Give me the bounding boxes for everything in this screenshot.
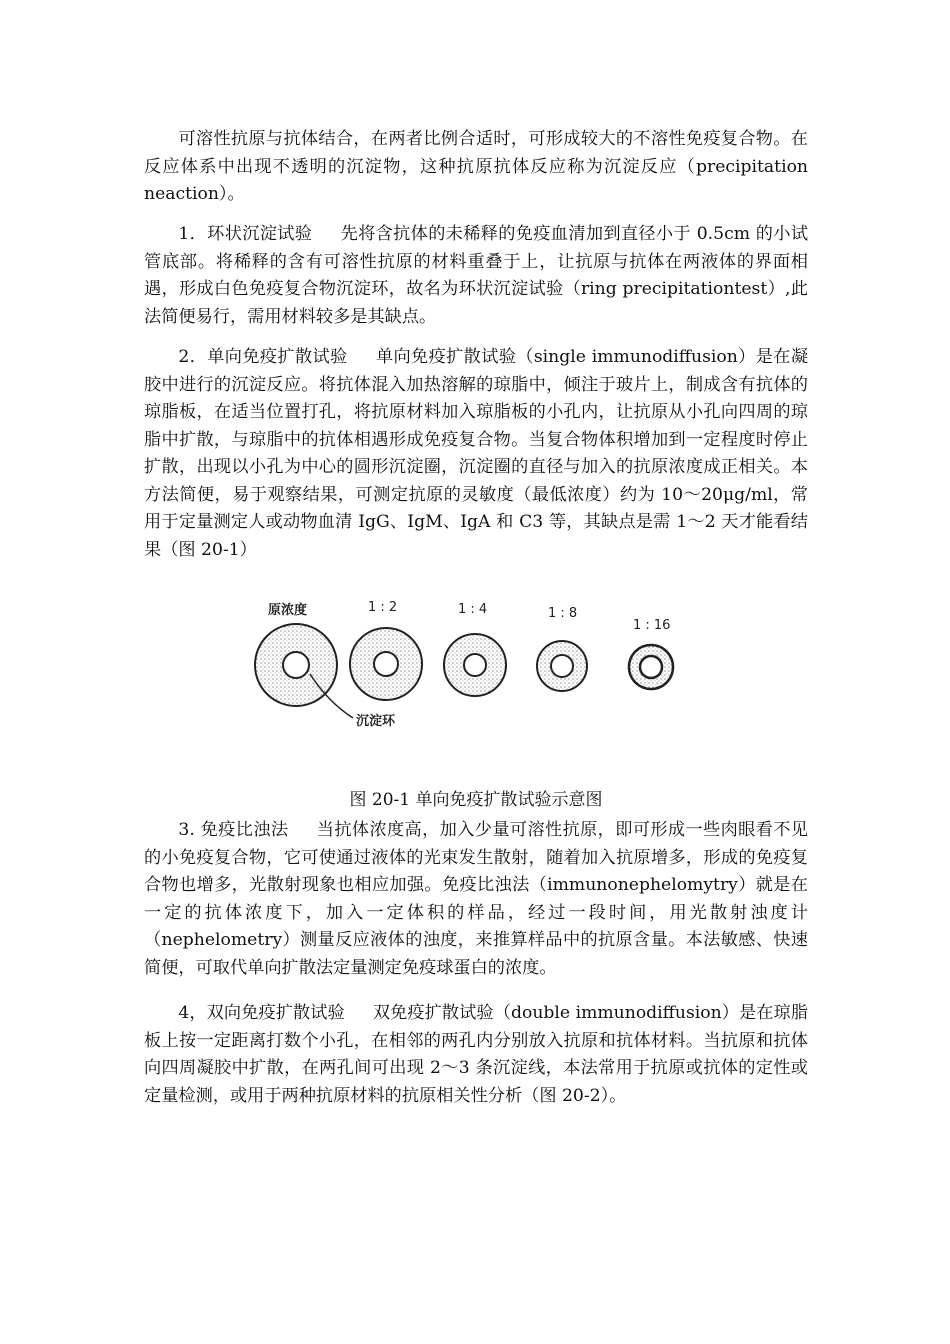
label-precipitation-ring: 沉淀环 [356,714,396,729]
section-body: 双免疫扩散试验（double immunodiffusion）是在琼脂板上按一定距离打数个小孔，在相邻的两孔内分别放入抗原和抗体材料。当抗原和抗体向四周凝胶中扩散，在两孔间可出现 2～3 条沉淀线，本法常用于抗原或抗体的定性或定量检测，或用于两种抗原材料的抗原相关性分析（图 20-2）。 [144,1003,809,1106]
section-heading: 1．环状沉淀试验 [178,224,313,244]
diffusion-ring-3 [444,634,506,696]
section-body: 单向免疫扩散试验（single immunodiffusion）是在凝胶中进行的沉淀反应。将抗体混入加热溶解的琼脂中，倾注于玻片上，制成含有抗体的琼脂板，在适当位置打孔，将抗原材料加入琼脂板的小孔内，让抗原从小孔向四周的琼脂中扩散，与琼脂中的抗体相遇形成免疫复合物。当复合物体积增加到一定程度时停止扩散，出现以小孔为中心的圆形沉淀圈，沉淀圈的直径与加入的抗原浓度成正相关。本方法简便，易于观察结果，可测定抗原的灵敏度（最低浓度）约为 10～20μg/ml，常用于定量测定人或动物血清 IgG、IgM、IgA 和 C3 等，其缺点是需 1～2 天才能看结果（图 20-1） [144,347,809,560]
figure-caption: 图 20-1 单向免疫扩散试验示意图 [349,790,603,810]
paragraph-single-immunodiffusion [144,344,808,564]
diffusion-ring-2 [350,628,422,700]
label-dilution-1-4: 1 : 4 [458,602,488,617]
paragraph-ring-precipitation [144,221,808,331]
section-heading: 4，双向免疫扩散试验 [178,1003,345,1023]
section-heading: 2．单向免疫扩散试验 [178,347,348,367]
paragraph-double-immunodiffusion [144,1000,808,1110]
paragraph-intro: 可溶性抗原与抗体结合，在两者比例合适时，可形成较大的不溶性免疫复合物。在反应体系中出现不透明的沉淀物，这种抗原抗体反应称为沉淀反应（precipitation neaction）。 [144,129,808,204]
label-original-concentration: 原浓度 [268,603,308,618]
label-dilution-1-8: 1 : 8 [548,606,578,621]
section-heading: 3. 免疫比浊法 [178,820,289,840]
paragraph-immunonephelometry [144,817,808,982]
diffusion-ring-5 [629,645,673,689]
section-body: 先将含抗体的未稀释的免疫血清加到直径小于 0.5cm 的小试管底部。将稀释的含有可溶性抗原的材料重叠于上，让抗原与抗体在两液体的界面相遇，形成白色免疫复合物沉淀环，故名为环状沉淀试验（ring precipitationtest）,此法简便易行，需用材料较多是其缺点。 [144,224,809,327]
diffusion-ring-4 [537,641,587,691]
figure-20-1 [248,590,688,740]
label-dilution-1-2: 1 : 2 [368,600,398,615]
section-body: 当抗体浓度高，加入少量可溶性抗原，即可形成一些肉眼看不见的小免疫复合物，它可使通过液体的光束发生散射，随着加入抗原增多，形成的免疫复合物也增多，光散射现象也相应加强。免疫比浊法（immunonephelomytry）就是在一定的抗体浓度下，加入一定体积的样品，经过一段时间，用光散射浊度计（nephelometry）测量反应液体的浊度，来推算样品中的抗原含量。本法敏感、快速简便，可取代单向扩散法定量测定免疫球蛋白的浓度。 [144,820,808,978]
label-dilution-1-16: 1 : 16 [633,618,671,633]
